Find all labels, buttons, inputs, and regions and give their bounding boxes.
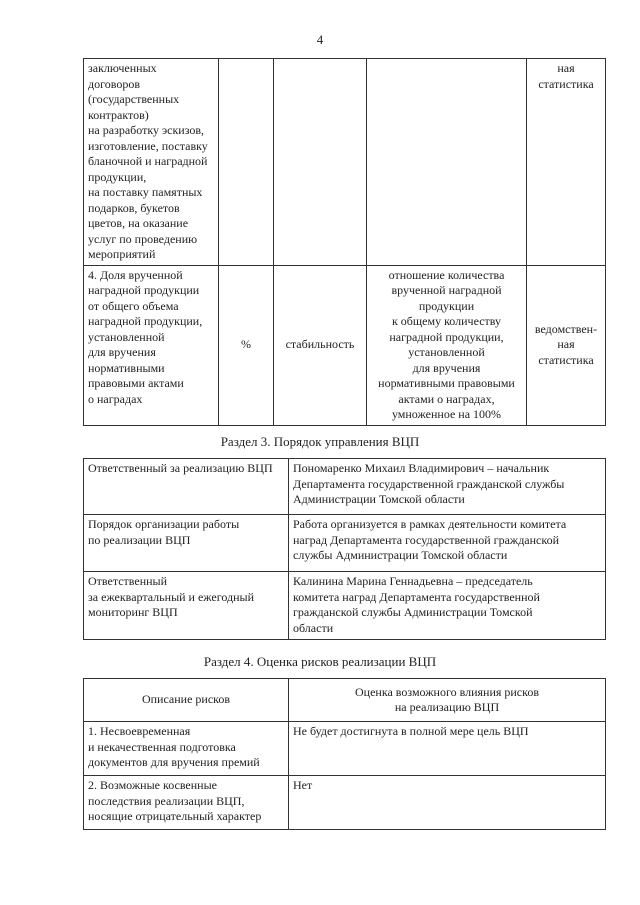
risks-table (83, 678, 606, 830)
row-label: Ответственный за ежеквартальный и ежегодный мониторинг ВЦП (84, 572, 289, 640)
risk-description: 1. Несвоевременная и некачественная подготовка документов для вручения премий (84, 722, 289, 776)
table-row (84, 572, 606, 640)
method-cell (367, 59, 527, 266)
risk-impact: Нет (289, 776, 606, 830)
row-label: Порядок организации работы по реализации ВЦП (84, 515, 289, 572)
management-table (83, 458, 606, 640)
unit-cell: % (219, 265, 274, 425)
column-header: Описание рисков (84, 679, 289, 722)
row-label: Ответственный за реализацию ВЦП (84, 459, 289, 515)
page-number: 4 (316, 32, 324, 47)
risk-description: 2. Возможные косвенные последствия реализации ВЦП, носящие отрицательный характер (84, 776, 289, 830)
row-value: Пономаренко Михаил Владимирович – начальник Департамента государственной гражданской службы Администрации Томской области (289, 459, 606, 515)
trend-cell (274, 59, 367, 266)
indicator-name-cell: 4. Доля врученной наградной продукции от общего объема наградной продукции, установленной для вручения нормативными правовыми актами о наградах (84, 265, 219, 425)
table-row (84, 459, 606, 515)
section4-heading: Раздел 4. Оценка рисков реализации ВЦП (203, 654, 437, 669)
source-cell: ведомствен- ная статистика (527, 265, 606, 425)
row-value: Работа организуется в рамках деятельности комитета наград Департамента государственной гражданской службы Администрации Томской области (289, 515, 606, 572)
column-header: Оценка возможного влияния рисков на реализацию ВЦП (289, 679, 606, 722)
table-header-row (84, 679, 606, 722)
section3-heading: Раздел 3. Порядок управления ВЦП (220, 434, 420, 449)
table-row (84, 722, 606, 776)
indicators-table (83, 58, 606, 426)
risk-impact: Не будет достигнута в полной мере цель ВЦП (289, 722, 606, 776)
table-row (84, 515, 606, 572)
source-cell: ная статистика (527, 59, 606, 266)
table-row (84, 265, 606, 425)
trend-cell: стабильность (274, 265, 367, 425)
unit-cell (219, 59, 274, 266)
table-row (84, 776, 606, 830)
table-row (84, 59, 606, 266)
method-cell: отношение количества врученной наградной продукции к общему количеству наградной продукции, установленной для вручения нормативными правовыми актами о наградах, умноженное на 100% (367, 265, 527, 425)
row-value: Калинина Марина Геннадьевна – председатель комитета наград Департамента государственной гражданской службы Администрации Томской области (289, 572, 606, 640)
indicator-name-cell: заключенных договоров (государственных контрактов) на разработку эскизов, изготовление, поставку бланочной и наградной продукции, на поставку памятных подарков, букетов цветов, на оказание услуг по проведению мероприятий (84, 59, 219, 266)
